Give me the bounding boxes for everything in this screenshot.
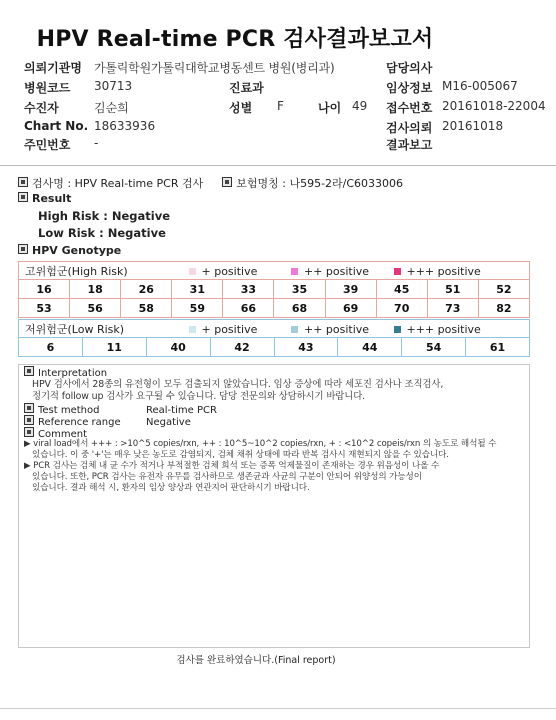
hospital-code-value: 30713 (94, 79, 133, 93)
institution-value: 가톨릭학원가톨릭대학교병동센트 병원(병리과) (94, 61, 335, 75)
interpretation-heading: Interpretation (24, 366, 107, 379)
genotype-cell: 61 (466, 338, 530, 357)
double-plus-positive-legend-label: ++ positive (304, 322, 370, 336)
test-info-line (18, 175, 403, 191)
genotype-cell: 53 (19, 299, 70, 318)
high-risk-table-title: 고위험군(High Risk) (25, 264, 128, 278)
comment-line-5: 있습니다. 결과 해석 시, 환자의 임상 양상과 연관지어 판단하시기 바랍니다. (32, 483, 310, 493)
genotype-cell: 35 (274, 280, 325, 299)
genotype-cell: 59 (172, 299, 223, 318)
bullet-square-icon (24, 366, 34, 376)
genotype-cell: 45 (376, 280, 427, 299)
comment-line-2: 있습니다. 이 중 '+'는 매우 낮은 농도로 감염되지, 검체 채취 상태에 따라 반복 검사시 재현되지 않을 수 있습니다. (32, 450, 449, 460)
bullet-square-icon (18, 244, 28, 254)
low-risk-table-title: 저위험군(Low Risk) (25, 322, 125, 336)
department-label: 진료과 (229, 81, 264, 95)
low-risk-genotype-table (18, 319, 530, 357)
genotype-cell: 82 (478, 299, 529, 318)
reference-range-line: Reference range Negative (24, 415, 191, 428)
sex-value: F (277, 99, 284, 113)
high-risk-row-2 (19, 299, 530, 318)
report-date-label: 결과보고 (386, 138, 433, 152)
chart-no-value: 18633936 (94, 119, 156, 133)
bullet-square-icon (18, 192, 28, 202)
double-plus-positive-legend-label: ++ positive (304, 264, 370, 278)
header-divider (0, 165, 556, 166)
clinical-info-value: M16-005067 (442, 79, 518, 93)
genotype-cell: 52 (478, 280, 529, 299)
genotype-cell: 70 (376, 299, 427, 318)
report-title: HPV Real-time PCR 검사결과보고서 (36, 27, 434, 52)
page-bottom-divider (0, 708, 556, 709)
triple-plus-positive-legend-swatch (394, 326, 401, 333)
double-plus-positive-legend-swatch (291, 326, 298, 333)
plus-positive-legend-label: + positive (201, 264, 258, 278)
comment-line-3: ▶ PCR 검사는 검체 내 균 수가 적거나 부적절한 검체 희석 또는 증폭 억제물질이 존재하는 경우 위음성이 나올 수 (24, 461, 440, 471)
hospital-code-label: 병원코드 (24, 81, 71, 95)
genotype-cell: 31 (172, 280, 223, 299)
request-date-value: 20161018 (442, 119, 504, 133)
age-value: 49 (352, 99, 368, 113)
interpretation-text-line-2: 정기적 follow up 검사가 요구될 수 있습니다. 담당 전문의와 상담하시기 바랍니다. (32, 391, 366, 402)
low-risk-table-header (19, 320, 530, 338)
resident-no-label: 주민번호 (24, 138, 71, 152)
insurance-name: 보험명칭 : 나595-2라/C6033006 (236, 177, 404, 190)
genotype-heading: HPV Genotype (18, 244, 121, 257)
sex-label: 성별 (229, 101, 253, 115)
resident-no-value: - (94, 136, 99, 150)
bullet-square-icon (24, 427, 34, 437)
plus-positive-legend-label: + positive (201, 322, 258, 336)
chart-no-label: Chart No. (24, 119, 89, 133)
genotype-cell: 26 (121, 280, 172, 299)
genotype-cell: 16 (19, 280, 70, 299)
triple-plus-positive-legend-label: +++ positive (406, 264, 481, 278)
genotype-cell: 18 (70, 280, 121, 299)
genotype-cell: 69 (325, 299, 376, 318)
genotype-cell: 44 (338, 338, 402, 357)
institution-label: 의뢰기관명 (24, 61, 82, 75)
final-report-note: 검사를 완료하였습니다.(Final report) (176, 655, 336, 666)
genotype-cell: 54 (402, 338, 466, 357)
genotype-cell: 6 (19, 338, 83, 357)
physician-label: 담당의사 (386, 61, 433, 75)
comment-heading: Comment (24, 427, 87, 440)
age-label: 나이 (318, 101, 342, 115)
receipt-no-value: 20161018-22004 (442, 99, 546, 113)
genotype-cell: 33 (223, 280, 274, 299)
genotype-cell: 11 (82, 338, 146, 357)
high-risk-genotype-table (18, 261, 530, 318)
genotype-cell: 40 (146, 338, 210, 357)
high-risk-row-1 (19, 280, 530, 299)
reference-range-value: Negative (146, 417, 191, 428)
comment-line-1: ▶ viral load에서 +++ : >10^5 copies/rxn, ++ : 10^5~10^2 copies/rxn, + : <10^2 copeis/rxn 의 농도로 해석될 수 (24, 439, 497, 449)
genotype-cell: 56 (70, 299, 121, 318)
test-method-value: Real-time PCR (146, 405, 217, 416)
interpretation-text-line-1: HPV 검사에서 28종의 유전형이 모두 검출되지 않았습니다. 임상 증상에 따라 세포진 검사나 조직검사, (32, 379, 444, 390)
triple-plus-positive-legend-swatch (394, 268, 401, 275)
plus-positive-legend-swatch (189, 326, 196, 333)
bullet-square-icon (24, 415, 34, 425)
bullet-square-icon (222, 177, 232, 187)
high-risk-table-header (19, 262, 530, 280)
genotype-cell: 66 (223, 299, 274, 318)
triple-plus-positive-legend-label: +++ positive (406, 322, 481, 336)
bullet-square-icon (24, 403, 34, 413)
genotype-cell: 73 (427, 299, 478, 318)
genotype-cell: 51 (427, 280, 478, 299)
low-risk-result: Low Risk : Negative (38, 226, 166, 240)
recipient-value: 김순희 (94, 101, 129, 115)
request-date-label: 검사의뢰 (386, 121, 433, 135)
genotype-cell: 43 (274, 338, 338, 357)
test-name: 검사명 : HPV Real-time PCR 검사 (32, 177, 204, 190)
receipt-no-label: 접수번호 (386, 101, 433, 115)
comment-line-4: 있습니다. 또한, PCR 검사는 유전자 유무를 검사하므로 생존균과 사균의 구분이 안되어 위양성의 가능성이 (32, 472, 422, 482)
test-method-line: Test method Real-time PCR (24, 403, 217, 416)
result-heading: Result (18, 192, 71, 205)
genotype-cell: 42 (210, 338, 274, 357)
bullet-square-icon (18, 177, 28, 187)
genotype-cell: 68 (274, 299, 325, 318)
genotype-cell: 39 (325, 280, 376, 299)
double-plus-positive-legend-swatch (291, 268, 298, 275)
genotype-cell: 58 (121, 299, 172, 318)
clinical-info-label: 임상정보 (386, 81, 433, 95)
plus-positive-legend-swatch (189, 268, 196, 275)
low-risk-row-1 (19, 338, 530, 357)
high-risk-result: High Risk : Negative (38, 209, 171, 223)
recipient-label: 수진자 (24, 101, 59, 115)
